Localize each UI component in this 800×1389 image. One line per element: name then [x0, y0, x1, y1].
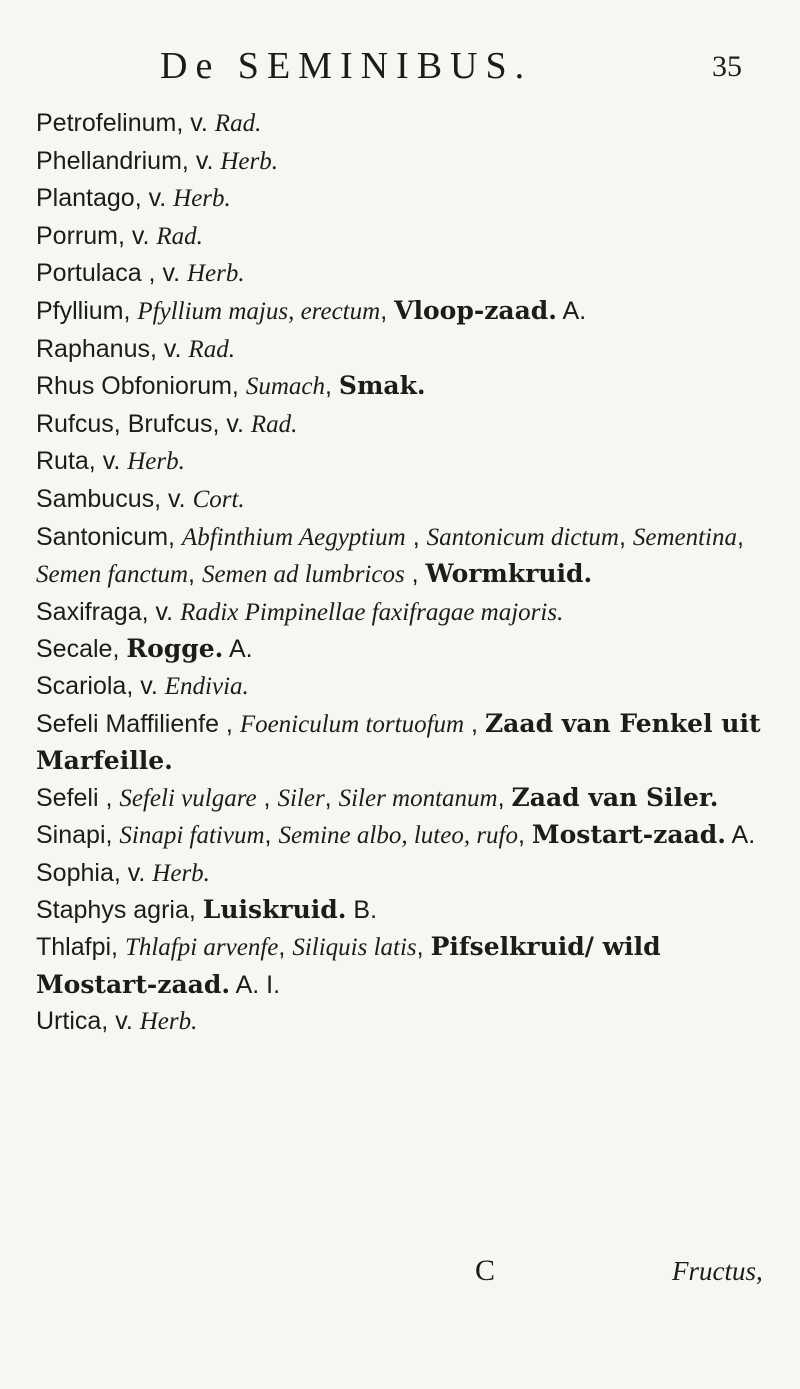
entry-line — [36, 481, 776, 519]
entry-text: A. — [725, 821, 756, 850]
entry-text: v. — [226, 409, 251, 438]
latin-term: Siliquis latis — [292, 934, 417, 962]
latin-term: Herb. — [152, 859, 210, 887]
entry-text: Saxifraga, — [36, 597, 156, 626]
dutch-name: Zaad van Siler. — [511, 782, 719, 812]
entry-text: , — [518, 821, 532, 850]
entry-line — [36, 855, 776, 893]
entry-text: Staphys agria, — [36, 896, 203, 925]
entry-text: v. — [195, 146, 221, 175]
entry-line — [36, 255, 776, 293]
entry-text: Phellandrium, — [36, 146, 196, 175]
page-footer — [0, 1254, 800, 1294]
entry-text: , — [464, 709, 485, 738]
entry-text: Portulaca , — [36, 259, 163, 288]
entry-text: v. — [190, 109, 215, 137]
latin-term: Sementina — [632, 523, 737, 551]
latin-term: Herb. — [127, 448, 185, 476]
entry-text: , — [405, 522, 427, 551]
entry-text: v. — [168, 484, 193, 513]
latin-term: Herb. — [220, 147, 278, 175]
latin-term: Santonicum dictum — [426, 523, 619, 551]
latin-term: Pfyllium majus, erectum — [137, 297, 381, 325]
latin-term: Herb. — [187, 260, 245, 288]
dutch-name: Mostart-zaad. — [531, 820, 726, 850]
entry-line — [36, 780, 776, 818]
entry-text: , — [736, 522, 744, 551]
page-header — [0, 44, 800, 94]
latin-term: Radix Pimpinellae faxifragae majoris. — [180, 598, 564, 626]
signature-mark: C — [475, 1254, 496, 1287]
entry-text: v. — [155, 597, 181, 626]
dutch-name: Vloop-zaad. — [394, 295, 557, 325]
entry-line — [36, 293, 776, 331]
latin-term: Rad. — [156, 222, 203, 250]
entry-text: v. — [162, 259, 187, 288]
latin-term: Siler — [277, 784, 325, 812]
entry-text: , — [278, 933, 293, 962]
entry-line — [36, 631, 776, 668]
latin-term: Sumach — [245, 373, 325, 401]
entry-text: Scariola, — [36, 671, 141, 700]
entry-text: Sophia, — [36, 858, 128, 887]
entry-line — [36, 406, 776, 444]
entry-text: , — [380, 296, 395, 325]
dutch-name: Pifselkruid/ wild Mostart-zaad. — [36, 932, 661, 999]
entry-text: Ruta, — [36, 447, 103, 476]
entry-text: v. — [140, 671, 165, 700]
dutch-name: Rogge. — [126, 634, 224, 664]
entry-text: , — [416, 933, 431, 962]
running-head: De SEMINIBUS. — [160, 45, 533, 87]
entry-line — [36, 817, 776, 855]
entry-line — [36, 180, 776, 218]
latin-term: Semen ad lumbricos — [201, 561, 405, 589]
entry-text: Secale, — [36, 635, 127, 664]
entry-text: Santonicum, — [36, 522, 182, 551]
entry-text: Petrofelinum, — [36, 109, 191, 137]
entry-line — [36, 443, 776, 481]
entry-text: B. — [346, 896, 378, 925]
entry-text: v. — [115, 1007, 140, 1036]
entry-text: A. — [223, 635, 253, 664]
dutch-name: Zaad van Fenkel uit Marfeille. — [36, 708, 761, 776]
latin-term: Thlafpi arvenfe — [124, 934, 279, 962]
entry-text: Sambucus, — [36, 484, 169, 513]
entry-text: Thlafpi, — [36, 933, 125, 962]
entry-line — [36, 594, 776, 632]
entry-text: , — [404, 560, 426, 589]
entry-text: , — [618, 522, 633, 551]
entry-line — [36, 892, 776, 929]
dutch-name: Wormkruid. — [425, 559, 593, 589]
entry-line — [36, 1003, 776, 1041]
entry-text: Rufcus, Brufcus, — [36, 409, 227, 438]
latin-term: Rad. — [250, 410, 298, 438]
entry-text: , — [264, 821, 279, 850]
latin-term: Herb. — [173, 185, 231, 213]
entry-line — [36, 143, 776, 181]
entry-text: v. — [163, 334, 189, 363]
entry-line — [36, 519, 776, 594]
entry-text: Raphanus, — [36, 334, 164, 363]
latin-term: Endivia. — [164, 672, 249, 700]
entry-text: , — [324, 783, 339, 812]
entry-text: v. — [127, 858, 153, 887]
dutch-name: Smak. — [338, 371, 426, 401]
entry-line — [36, 929, 776, 1003]
entry-text: Sinapi, — [36, 821, 120, 850]
entry-text: Sefeli , — [36, 783, 120, 812]
entry-text: Porrum, — [36, 221, 132, 250]
latin-term: Sefeli vulgare — [119, 784, 257, 812]
entry-text: v. — [131, 221, 157, 250]
entry-text: Urtica, — [36, 1007, 116, 1036]
latin-term: Siler montanum — [338, 784, 498, 812]
entry-line — [36, 218, 776, 256]
latin-term: Rad. — [214, 110, 262, 137]
entry-line — [36, 668, 776, 706]
latin-term: Abfinthium Aegyptium — [181, 523, 406, 551]
entry-text: , — [324, 372, 339, 401]
entry-text: v. — [148, 184, 174, 213]
entry-text: Plantago, — [36, 184, 149, 213]
entry-list — [36, 105, 776, 1041]
latin-term: Semen fanctum — [36, 561, 189, 589]
entry-text: Pfyllium, — [36, 296, 138, 325]
entry-text: A. — [556, 296, 587, 325]
latin-term: Sinapi fativum — [119, 822, 265, 850]
entry-text: , — [497, 783, 512, 812]
latin-term: Rad. — [188, 335, 235, 363]
entry-text: A. I. — [230, 970, 281, 999]
entry-text: , — [256, 783, 278, 812]
catchword: Fructus, — [672, 1256, 763, 1286]
latin-term: Herb. — [139, 1008, 198, 1036]
entry-line — [36, 368, 776, 406]
entry-text: Sefeli Maffilienfe , — [36, 709, 240, 738]
entry-line — [36, 706, 776, 780]
entry-line — [36, 105, 776, 143]
page-number: 35 — [712, 50, 742, 83]
latin-term: Cort. — [192, 485, 245, 513]
entry-text: v. — [102, 447, 128, 476]
latin-term: Semine albo, luteo, rufo — [278, 822, 518, 850]
entry-line — [36, 331, 776, 369]
latin-term: Foeniculum tortuofum — [239, 710, 465, 738]
entry-text: , — [188, 560, 202, 589]
dutch-name: Luiskruid. — [202, 895, 347, 925]
entry-text: Rhus Obfoniorum, — [36, 372, 246, 401]
